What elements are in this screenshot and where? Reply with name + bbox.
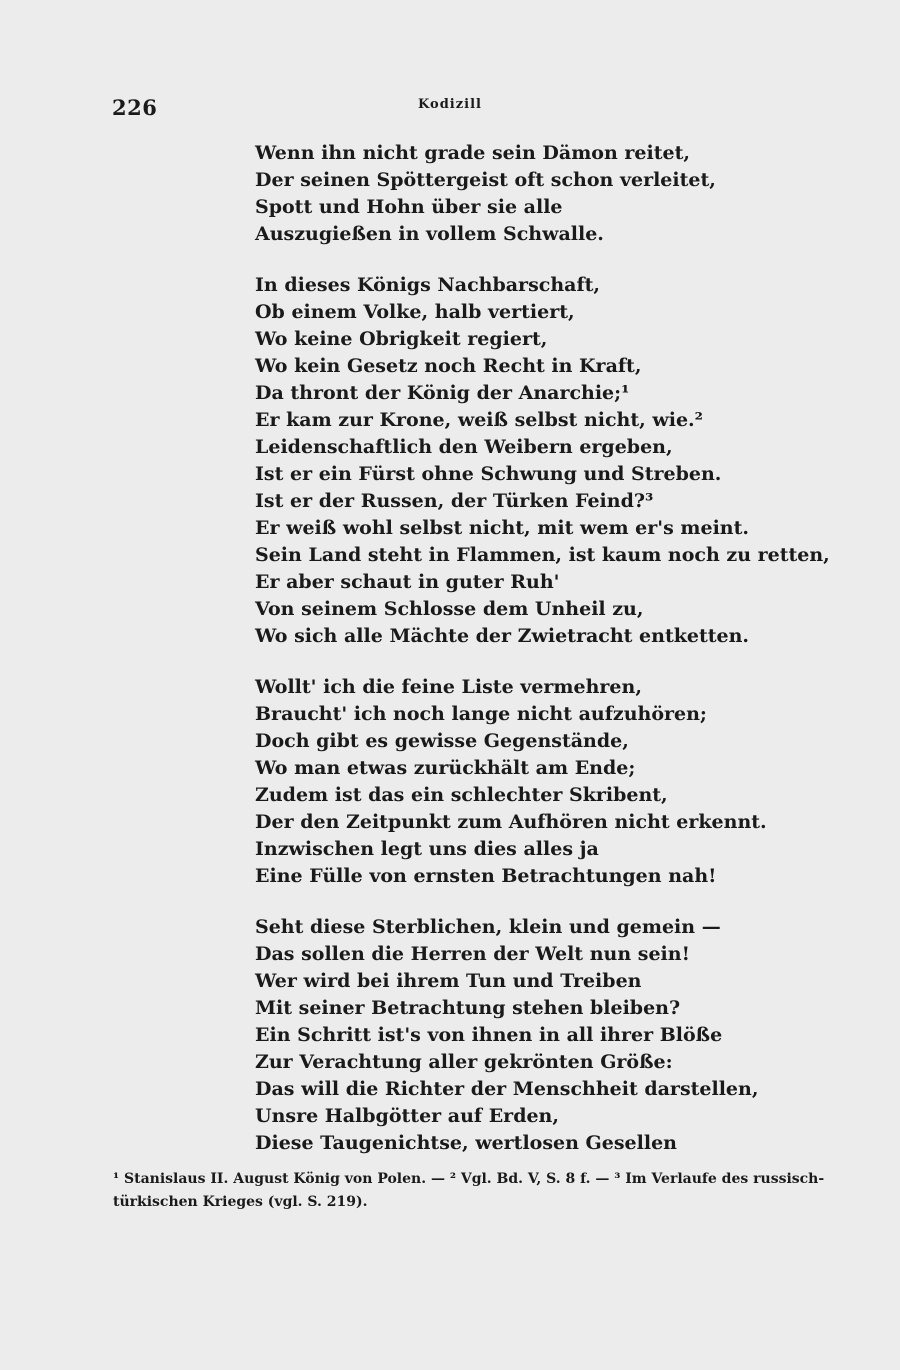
poem-line: Wer wird bei ihrem Tun und Treiben <box>255 970 642 992</box>
poem-line: Eine Fülle von ernsten Betrachtungen nah! <box>255 865 717 887</box>
poem-line: In dieses Königs Nachbarschaft, <box>255 274 601 296</box>
poem-line: Ist er ein Fürst ohne Schwung und Streben. <box>255 463 722 485</box>
poem-line: Zur Verachtung aller gekrönten Größe: <box>255 1051 673 1073</box>
poem-line: Wo man etwas zurückhält am Ende; <box>255 757 636 779</box>
poem-line: Wo kein Gesetz noch Recht in Kraft, <box>255 355 642 377</box>
poem-line: Leidenschaftlich den Weibern ergeben, <box>255 436 673 458</box>
poem-line: Sein Land steht in Flammen, ist kaum noch zu retten, <box>255 544 830 566</box>
poem-line: Zudem ist das ein schlechter Skribent, <box>255 784 668 806</box>
poem-line: Wenn ihn nicht grade sein Dämon reitet, <box>255 142 690 164</box>
poem-line: Das will die Richter der Menschheit darstellen, <box>255 1078 759 1100</box>
stanza-break <box>255 650 815 674</box>
footnote-line: ¹ Stanislaus II. August König von Polen. — ² Vgl. Bd. V, S. 8 f. — ³ Im Verlaufe des russisch- <box>113 1171 825 1187</box>
poem-line: Wollt' ich die feine Liste vermehren, <box>255 676 642 698</box>
poem-line: Das sollen die Herren der Welt nun sein! <box>255 943 690 965</box>
footnote-line: türkischen Krieges (vgl. S. 219). <box>113 1194 368 1210</box>
poem-line: Seht diese Sterblichen, klein und gemein — <box>255 916 721 938</box>
poem-line: Ist er der Russen, der Türken Feind?³ <box>255 490 654 512</box>
poem-line: Doch gibt es gewisse Gegenstände, <box>255 730 629 752</box>
poem-line: Braucht' ich noch lange nicht aufzuhören; <box>255 703 707 725</box>
poem-line: Wo sich alle Mächte der Zwietracht entketten. <box>255 625 750 647</box>
running-title: Kodizill <box>418 97 482 112</box>
poem-body <box>255 140 830 1157</box>
poem-line: Der seinen Spöttergeist oft schon verleitet, <box>255 169 716 191</box>
poem-line: Wo keine Obrigkeit regiert, <box>255 328 548 350</box>
poem-line: Ob einem Volke, halb vertiert, <box>255 301 575 323</box>
page-number: 226 <box>112 95 158 120</box>
poem-line: Da thront der König der Anarchie;¹ <box>255 382 630 404</box>
poem-line: Ein Schritt ist's von ihnen in all ihrer Blöße <box>255 1024 723 1046</box>
stanza-break <box>255 248 815 272</box>
poem-line: Von seinem Schlosse dem Unheil zu, <box>255 598 644 620</box>
poem-line: Er aber schaut in guter Ruh' <box>255 571 560 593</box>
poem-line: Auszugießen in vollem Schwalle. <box>255 223 604 245</box>
poem-line: Unsre Halbgötter auf Erden, <box>255 1105 559 1127</box>
footnotes <box>113 1168 825 1214</box>
poem-line: Der den Zeitpunkt zum Aufhören nicht erkennt. <box>255 811 767 833</box>
poem-line: Er kam zur Krone, weiß selbst nicht, wie.² <box>255 409 703 431</box>
poem-line: Er weiß wohl selbst nicht, mit wem er's meint. <box>255 517 750 539</box>
poem-line: Mit seiner Betrachtung stehen bleiben? <box>255 997 681 1019</box>
stanza-break <box>255 890 815 914</box>
poem-line: Spott und Hohn über sie alle <box>255 196 563 218</box>
poem-line: Diese Taugenichtse, wertlosen Gesellen <box>255 1132 677 1154</box>
poem-line: Inzwischen legt uns dies alles ja <box>255 838 599 860</box>
